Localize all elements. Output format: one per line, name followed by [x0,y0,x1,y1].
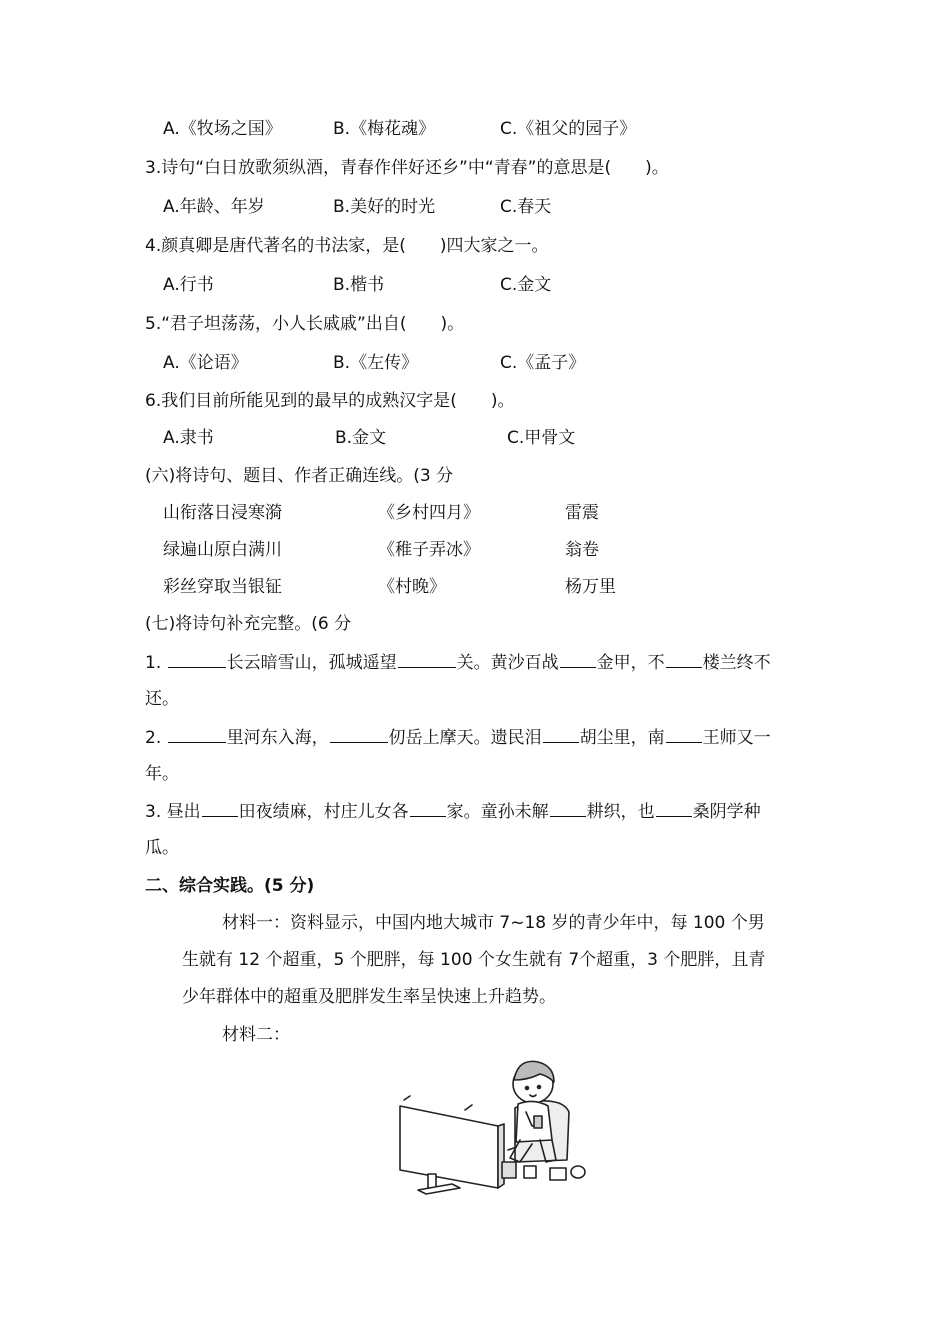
sec7-q3-text-1: 田夜绩麻，村庄儿女各 [238,802,409,822]
q2-option-c: C.《祖父的园子》 [500,119,637,139]
q5-option-b: B.《左传》 [333,353,419,373]
sec6-title-2: 《稚子弄冰》 [378,540,480,560]
sec7-q1-line [145,651,771,674]
sec7-q2-tail: 年。 [145,764,179,784]
answer-blank[interactable] [410,800,446,817]
sec7-q3-text-4: 桑阴学种 [692,802,761,822]
q3-option-a: A.年龄、年岁 [163,197,265,217]
section-6-title: (六)将诗句、题目、作者正确连线。(3 分 [145,466,454,486]
answer-blank[interactable] [330,726,388,743]
material-2-label: 材料二： [222,1025,290,1045]
answer-blank[interactable] [398,651,456,668]
sec6-author-2: 翁卷 [565,540,599,560]
answer-blank[interactable] [202,800,238,817]
sec6-title-1: 《乡村四月》 [378,503,480,523]
q6-option-a: A.隶书 [163,428,214,448]
sec7-q1-text-3: 金甲，不 [596,653,665,673]
material-1-line-3: 少年群体中的超重及肥胖发生率呈快速上升趋势。 [182,987,556,1007]
sec7-q2-number: 2. [145,728,162,748]
q6-option-b: B.金文 [335,428,387,448]
sec6-author-3: 杨万里 [565,577,616,597]
sec7-q2-text-1: 里河东入海， [226,728,329,748]
sec7-q3-tail: 瓜。 [145,838,179,858]
sec7-q2-text-4: 王师又一 [702,728,771,748]
q4-option-b: B.楷书 [333,275,385,295]
sec7-q1-text-4: 楼兰终不 [702,653,771,673]
q5-option-c: C.《孟子》 [500,353,586,373]
q4-option-c: C.金文 [500,275,552,295]
q4-stem: 4.颜真卿是唐代著名的书法家，是( )四大家之一。 [145,236,549,256]
q5-option-a: A.《论语》 [163,353,248,373]
sec7-q3-text-2: 家。童孙未解 [446,802,549,822]
answer-blank[interactable] [656,800,692,817]
answer-blank[interactable] [666,651,702,668]
q3-stem: 3.诗句“白日放歌须纵酒，青春作伴好还乡”中“青春”的意思是( )。 [145,158,669,178]
sec7-q3-text-0: 昼出 [166,802,201,822]
sec7-q3-number: 3. [145,802,162,822]
section-7-title: (七)将诗句补充完整。(6 分 [145,614,352,634]
sec7-q1-text-1: 长云暗雪山，孤城遥望 [226,653,397,673]
answer-blank[interactable] [168,651,226,668]
q6-option-c: C.甲骨文 [507,428,576,448]
sec7-q1-number: 1. [145,653,162,673]
snack-bag [502,1162,516,1178]
sec7-q1-text-2: 关。黄沙百战 [456,653,559,673]
material-1-line-2: 生就有 12 个超重，5 个肥胖，每 100 个女生就有 7个超重，3 个肥胖，且青 [182,950,766,970]
tv-screen [400,1106,498,1188]
q2-option-b: B.《梅花魂》 [333,119,436,139]
tv-base [418,1184,460,1194]
q3-option-b: B.美好的时光 [333,197,436,217]
q4-option-a: A.行书 [163,275,214,295]
boy-watching-tv-illustration [390,1050,595,1200]
answer-blank[interactable] [560,651,596,668]
material-1-line-1: 材料一：资料显示，中国内地大城市 7~18 岁的青少年中，每 100 个男 [222,913,765,933]
q6-stem: 6.我们目前所能见到的最早的成熟汉字是( )。 [145,391,515,411]
sec7-q2-text-2: 仞岳上摩天。遗民泪 [388,728,542,748]
sec7-q1-tail: 还。 [145,689,179,709]
sec7-q3-line [145,800,761,823]
answer-blank[interactable] [543,726,579,743]
tv-stand [428,1174,436,1188]
answer-blank[interactable] [666,726,702,743]
sec6-poem-line-3: 彩丝穿取当银钲 [163,577,282,597]
part-2-heading: 二、综合实践。(5 分) [145,876,315,896]
sec7-q2-line [145,726,771,749]
sec6-poem-line-2: 绿遍山原白满川 [163,540,282,560]
sec6-title-3: 《村晚》 [378,577,446,597]
answer-blank[interactable] [550,800,586,817]
sec6-author-1: 雷震 [565,503,599,523]
sec6-poem-line-1: 山衔落日浸寒漪 [163,503,282,523]
answer-blank[interactable] [168,726,226,743]
sec7-q3-text-3: 耕织，也 [586,802,655,822]
sec7-q2-text-3: 胡尘里，南 [579,728,665,748]
q2-option-a: A.《牧场之国》 [163,119,282,139]
q3-option-c: C.春天 [500,197,552,217]
snack-box [550,1168,566,1180]
q5-stem: 5.“君子坦荡荡，小人长戚戚”出自( )。 [145,314,465,334]
